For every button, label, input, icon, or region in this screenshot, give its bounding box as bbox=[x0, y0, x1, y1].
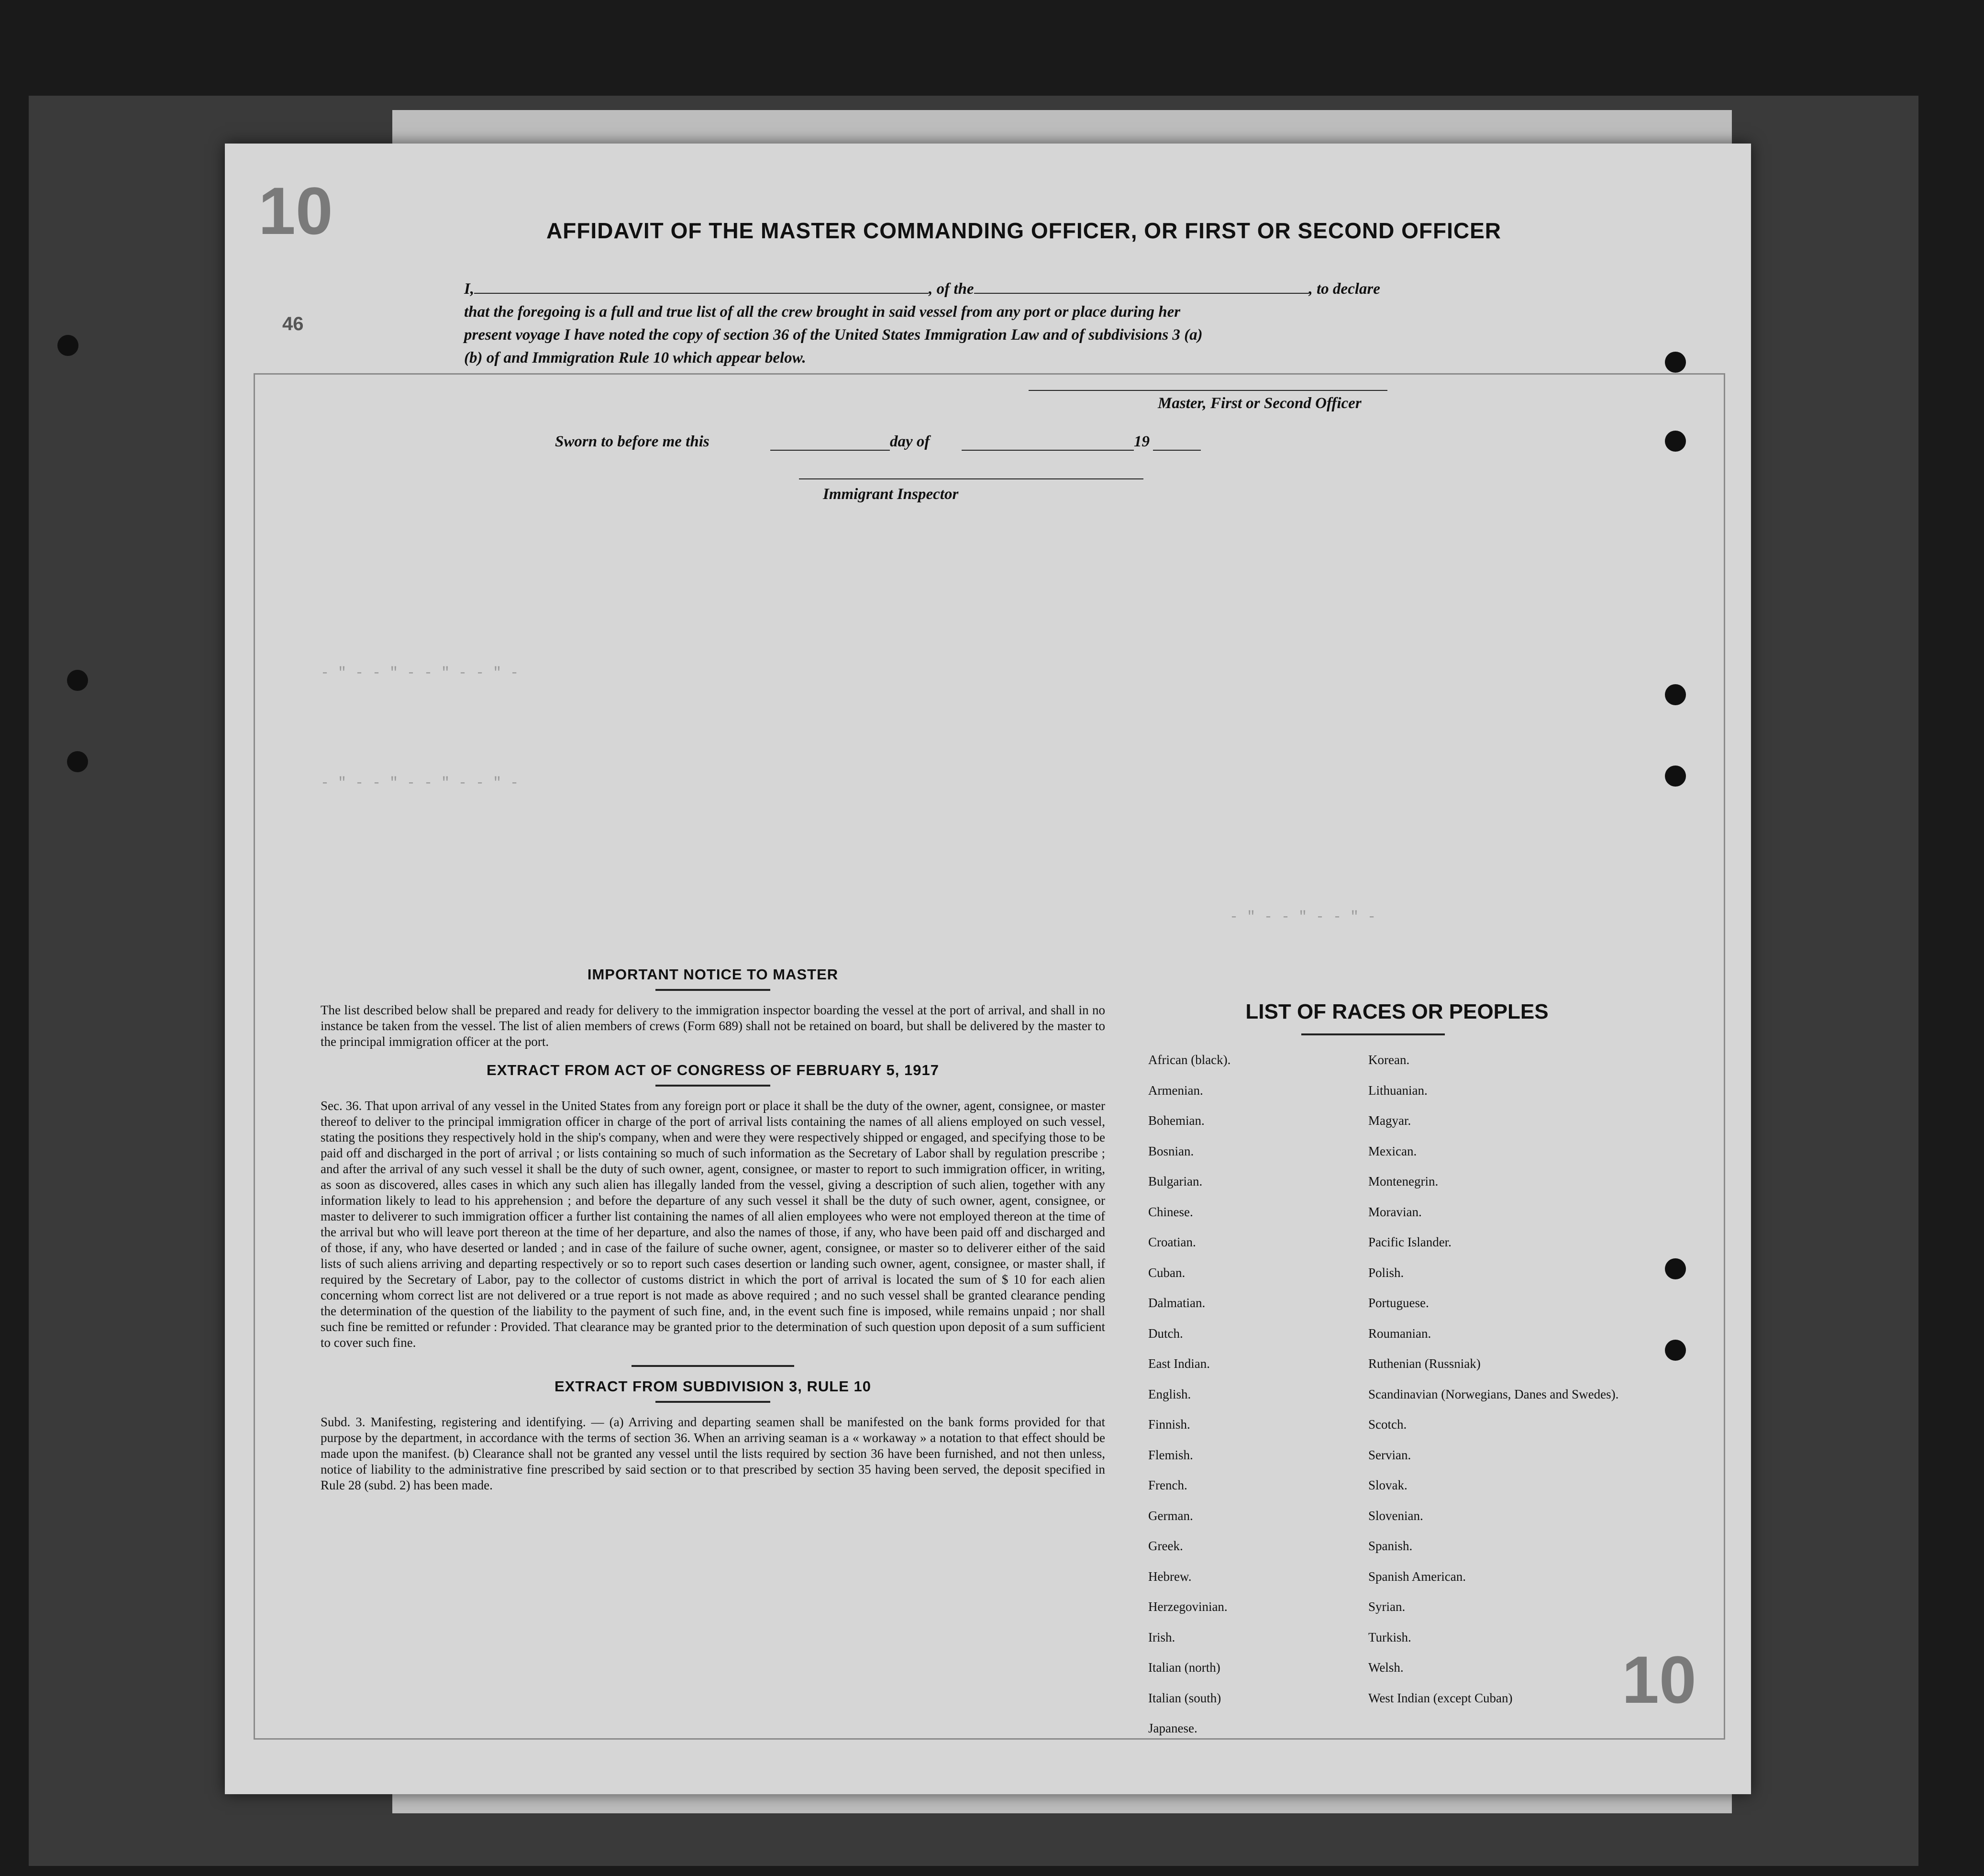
act-divider bbox=[655, 1085, 770, 1087]
notice-text: The list described below shall be prepared and ready for delivery to the immigration inspector boarding the vessel at the port of arrival, and shall in no instance be taken from the vessel. The list of alien members of crews (Form 689) shall not be retained on board, but shall be delivered by the master to the principal immigration officer at the port. bbox=[321, 1003, 1105, 1049]
punch-hole bbox=[1665, 684, 1686, 705]
race-item: Dutch. bbox=[1148, 1326, 1183, 1341]
affidavit-statement bbox=[464, 278, 1660, 369]
inspector-label: Immigrant Inspector bbox=[823, 486, 959, 503]
race-item: Japanese. bbox=[1148, 1721, 1197, 1735]
master-label: Master, First or Second Officer bbox=[1158, 395, 1362, 412]
races-divider bbox=[1301, 1033, 1445, 1035]
affidavit-page bbox=[225, 144, 1751, 1794]
race-item: Magyar. bbox=[1368, 1113, 1411, 1128]
race-item: Portuguese. bbox=[1368, 1296, 1429, 1310]
affidavit-line-4: (b) of and Immigration Rule 10 which appear below. bbox=[464, 349, 806, 366]
punch-hole bbox=[67, 670, 88, 691]
race-item: Spanish. bbox=[1368, 1539, 1413, 1553]
inspector-signature-line[interactable] bbox=[799, 478, 1143, 479]
punch-hole bbox=[1665, 352, 1686, 373]
day-of-label: day of bbox=[890, 433, 930, 450]
race-item: French. bbox=[1148, 1478, 1187, 1492]
sworn-year-blank[interactable] bbox=[1153, 450, 1201, 451]
race-item: Turkish. bbox=[1368, 1630, 1411, 1644]
race-item: Syrian. bbox=[1368, 1599, 1406, 1614]
page-number-bottom: 10 bbox=[1622, 1642, 1696, 1717]
rule-text: Subd. 3. Manifesting, registering and identifying. — (a) Arriving and departing seamen shall be manifested on the bank forms provided for that purpose by the department, in accordance with the terms of section 36. When an arriving seaman is a « workaway » a notation to that effect should be made upon the manifest. (b) Clearance shall not be granted any vessel until the lists required by section 36 have been furnished, and not then unless, notice of liability to the administrative fine prescribed by said section or to that prescribed by section 35 having been served, the deposit specified in Rule 28 (subd. 2) has been made. bbox=[321, 1415, 1105, 1492]
rule-heading: EXTRACT FROM SUBDIVISION 3, RULE 10 bbox=[554, 1378, 871, 1395]
race-item: Slovak. bbox=[1368, 1478, 1408, 1492]
race-item: African (black). bbox=[1148, 1053, 1231, 1067]
sworn-month-blank[interactable] bbox=[962, 450, 1134, 451]
punch-hole bbox=[67, 751, 88, 772]
race-item: Bohemian. bbox=[1148, 1113, 1205, 1128]
race-item: Herzegovinian. bbox=[1148, 1599, 1228, 1614]
punch-hole bbox=[1665, 431, 1686, 452]
rule-top-divider bbox=[632, 1365, 794, 1367]
punch-hole bbox=[1665, 1258, 1686, 1279]
race-item: Italian (south) bbox=[1148, 1690, 1221, 1705]
bleed-through-text: - " - - " - - " - bbox=[1230, 909, 1376, 925]
race-item: Hebrew. bbox=[1148, 1569, 1192, 1584]
race-item: Croatian. bbox=[1148, 1235, 1196, 1249]
affidavit-title: AFFIDAVIT OF THE MASTER COMMANDING OFFICER, OR FIRST OR SECOND OFFICER bbox=[546, 218, 1501, 243]
affidavit-line-3: present voyage I have noted the copy of section 36 of the United States Immigration Law and of subdivisions 3 (a) bbox=[464, 326, 1203, 344]
race-item: Irish. bbox=[1148, 1630, 1175, 1644]
bleed-through-text: - " - - " - - " - - " - bbox=[321, 665, 519, 681]
race-item: Moravian. bbox=[1368, 1204, 1422, 1219]
year-label: 19 bbox=[1134, 433, 1150, 450]
race-item: Bulgarian. bbox=[1148, 1174, 1203, 1188]
race-item: Montenegrin. bbox=[1368, 1174, 1439, 1188]
punch-hole bbox=[1665, 766, 1686, 787]
race-item: Bosnian. bbox=[1148, 1143, 1194, 1158]
race-item: English. bbox=[1148, 1387, 1191, 1401]
act-text: Sec. 36. That upon arrival of any vessel in the United States from any foreign port or place it shall be the duty of the owner, agent, consignee, or master thereof to deliver to the principal immigration officer in charge of the port of arrival lists containing the names of all aliens employed on such vessel, stating the positions they respectively hold in the ship's company, when and were they were respectively shipped or engaged, and specifying those to be paid off and discharged in the port of arrival ; or lists containing so much of such information as the Secretary of Labor shall by regulation prescribe ; and after the arrival of any such vessel it shall be the duty of such owner, agent, consignee, or master to report to such immigration officer, in writing, as soon as discovered, alles cases in which any such alien has illegally landed from the vessel, giving a description of such alien, together with any information likely to lead to his apprehension ; and before the departure of any such vessel it shall be the duty of such owner, agent, consignee, or master to deliverer to such immigration officer a further list containing the names of all alien employees who were not employed thereon at the time of the arrival but who will leave port thereon at the time of her departure, and also the names of those, if any, who have been paid off and discharged and of those, if any, who have deserted or landed ; and in case of the failure of suche owner, agent, consignee, or master so to deliverer either of the said lists of such aliens arriving and departing respectively or so to report such cases desertion or landing such owner, agent, consignee, or master shall, if required by the Secretary of Labor, pay to the collector of customs district in which the port of arrival is located the sum of $ 10 for each alien concerning whom correct list are not delivered or a true report is not made as above required ; and no such vessel shall be granted clearance pending the determination of the question of the liability to the payment of such fine, and, in the event such fine is imposed, while remains unpaid ; nor shall such fine be remitted or refunder : Provided. That clearance may be granted prior to the determination of such question upon deposit of a sum sufficient to cover such fine. bbox=[321, 1099, 1105, 1350]
race-item: Finnish. bbox=[1148, 1417, 1190, 1432]
notice-heading: IMPORTANT NOTICE TO MASTER bbox=[587, 966, 839, 983]
race-item: West Indian (except Cuban) bbox=[1368, 1690, 1513, 1705]
master-signature-line[interactable] bbox=[1029, 390, 1387, 391]
race-item: Flemish. bbox=[1148, 1447, 1193, 1462]
races-title: LIST OF RACES OR PEOPLES bbox=[1245, 1000, 1549, 1023]
race-item: Chinese. bbox=[1148, 1204, 1193, 1219]
affidavit-line-2: that the foregoing is a full and true list of all the crew brought in said vessel from any port or place during her bbox=[464, 303, 1181, 321]
race-item: Polish. bbox=[1368, 1265, 1404, 1280]
page-number-top: 10 bbox=[258, 173, 333, 248]
punch-hole bbox=[57, 335, 78, 356]
race-item: Pacific Islander. bbox=[1368, 1235, 1452, 1249]
race-item: Greek. bbox=[1148, 1539, 1183, 1553]
sworn-day-blank[interactable] bbox=[770, 450, 890, 451]
affidavit-line-1: I, , of the , to declare bbox=[464, 280, 1380, 298]
act-heading: EXTRACT FROM ACT OF CONGRESS OF FEBRUARY 5, 1917 bbox=[487, 1062, 939, 1078]
races-list-right bbox=[1368, 1053, 1618, 1721]
race-item: Slovenian. bbox=[1368, 1508, 1423, 1523]
race-item: Servian. bbox=[1368, 1447, 1411, 1462]
race-item: Korean. bbox=[1368, 1053, 1410, 1067]
race-item: East Indian. bbox=[1148, 1356, 1210, 1371]
race-item: Mexican. bbox=[1368, 1143, 1417, 1158]
race-item: Ruthenian (Russniak) bbox=[1368, 1356, 1481, 1371]
sworn-label: Sworn to before me this bbox=[555, 433, 709, 450]
punch-hole bbox=[1665, 1340, 1686, 1361]
vessel-blank[interactable] bbox=[974, 293, 1309, 294]
notice-section bbox=[321, 966, 1105, 1493]
race-item: Lithuanian. bbox=[1368, 1083, 1428, 1098]
race-item: Italian (north) bbox=[1148, 1660, 1220, 1675]
name-blank[interactable] bbox=[474, 293, 929, 294]
race-item: Scotch. bbox=[1368, 1417, 1407, 1432]
race-item: Armenian. bbox=[1148, 1083, 1203, 1098]
race-item: Spanish American. bbox=[1368, 1569, 1466, 1584]
race-item: Cuban. bbox=[1148, 1265, 1186, 1280]
races-list-left bbox=[1148, 1053, 1230, 1752]
rule-divider bbox=[655, 1401, 770, 1403]
race-item: Dalmatian. bbox=[1148, 1296, 1206, 1310]
race-item: Roumanian. bbox=[1368, 1326, 1431, 1341]
race-item: Scandinavian (Norwegians, Danes and Swedes). bbox=[1368, 1387, 1619, 1401]
race-item: German. bbox=[1148, 1508, 1193, 1523]
margin-number: 46 bbox=[282, 313, 304, 334]
notice-divider bbox=[655, 989, 770, 991]
bleed-through-text: - " - - " - - " - - " - bbox=[321, 775, 519, 791]
race-item: Welsh. bbox=[1368, 1660, 1404, 1675]
